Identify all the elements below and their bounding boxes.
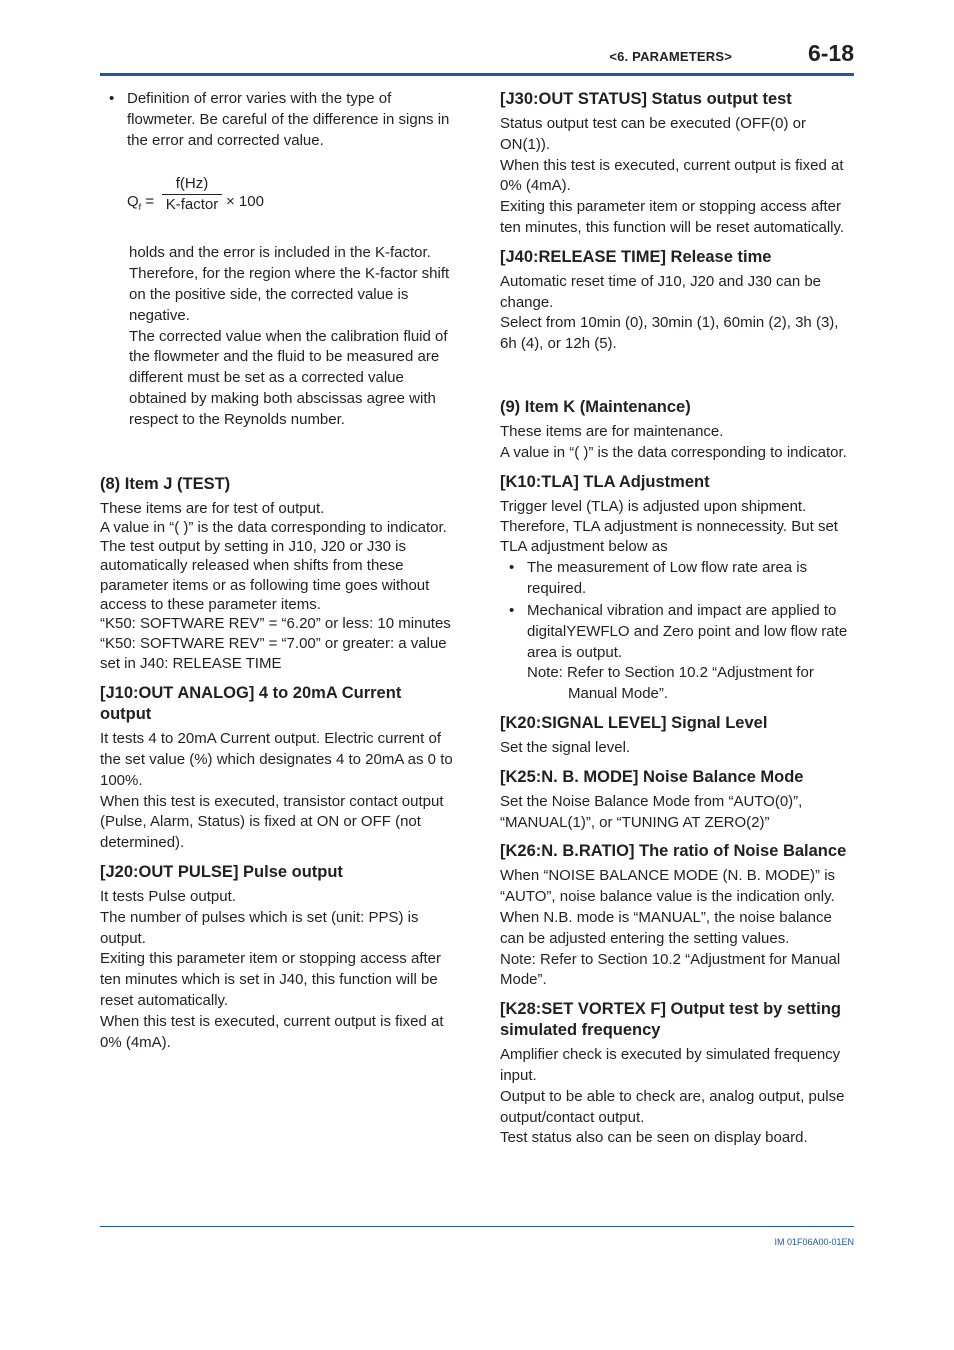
note-continuation: Manual Mode”. <box>568 685 669 703</box>
paragraph: Set the signal level. <box>500 739 631 757</box>
item-k-heading: (9) Item K (Maintenance) <box>500 397 691 416</box>
j10-heading: [J10:OUT ANALOG] 4 to 20mA Current output <box>100 684 402 724</box>
paragraph: Test status also can be seen on display board. <box>500 1129 808 1147</box>
document-id: IM 01F06A00-01EN <box>774 1237 854 1247</box>
k28-heading: [K28:SET VORTEX F] Output test by setting simulated frequency <box>500 1000 842 1040</box>
j40-heading: [J40:RELEASE TIME] Release time <box>500 247 772 266</box>
k26-heading: [K26:N. B.RATIO] The ratio of Noise Balance <box>500 842 847 861</box>
bullet-dot: • <box>509 559 515 577</box>
formula-denominator: K-factor <box>165 196 219 214</box>
paragraph: When this test is executed, current output is fixed at 0% (4mA). <box>100 1012 444 1051</box>
paragraph: Automatic reset time of J10, J20 and J30 can be change. <box>500 272 822 311</box>
k25-heading: [K25:N. B. MODE] Noise Balance Mode <box>500 767 804 786</box>
j20-heading: [J20:OUT PULSE] Pulse output <box>100 863 343 882</box>
section-title: <6. PARAMETERS> <box>609 49 732 64</box>
formula-numerator: f(Hz) <box>175 175 209 193</box>
j20-body <box>100 887 456 1053</box>
bullet-item: • Mechanical vibration and impact are applied to digitalYEWFLO and Zero point and low flow rate area is output. <box>509 602 848 661</box>
paragraph: Exiting this parameter item or stopping access after ten minutes, this function will be reset automatically. <box>500 198 845 236</box>
paragraph: Trigger level (TLA) is adjusted upon shipment. Therefore, TLA adjustment is nonnecessity. But set TLA adjustment below as <box>500 497 838 556</box>
paragraph: Output to be able to check are, analog output, pulse output/contact output. <box>500 1087 845 1126</box>
paragraph: When this test is executed, current output is fixed at 0% (4mA). <box>500 156 844 195</box>
note: Note: Refer to Section 10.2 “Adjustment for <box>527 664 814 682</box>
left-column <box>100 88 456 1053</box>
paragraph: The number of pulses which is set (unit: PPS) is output. <box>100 908 419 947</box>
k10-heading: [K10:TLA] TLA Adjustment <box>500 472 710 491</box>
page-header <box>100 40 854 76</box>
paragraph: It tests Pulse output. <box>100 888 236 906</box>
item-k-body <box>500 422 856 464</box>
paragraph: holds and the error is included in the K-factor. Therefore, for the region where the K-factor shift on the positive side, the corrected value is negative. <box>129 244 450 324</box>
paragraph: These items are for test of output. <box>100 499 325 517</box>
formula-fraction <box>161 174 223 215</box>
paragraph: “K50: SOFTWARE REV” = “6.20” or less: 10 minutes <box>100 615 451 633</box>
paragraph: Status output test can be executed (OFF(0) or ON(1)). <box>500 115 806 153</box>
item-j-body <box>100 499 456 676</box>
formula-multiplier: × 100 <box>226 193 264 211</box>
bullet-dot: • <box>109 90 115 107</box>
item-j-heading: (8) Item J (TEST) <box>100 474 231 493</box>
correction-formula <box>127 174 456 232</box>
paragraph: When this test is executed, transistor contact output (Pulse, Alarm, Status) is fixed at ON or OFF (not determined). <box>100 792 444 852</box>
paragraph: When N.B. mode is “MANUAL”, the noise balance can be adjusted entering the setting values. <box>500 909 832 947</box>
j40-body <box>500 272 856 355</box>
page-footer <box>100 1226 854 1247</box>
j10-body <box>100 729 456 854</box>
paragraph: “K50: SOFTWARE REV” = “7.00” or greater: a value set in J40: RELEASE TIME <box>100 634 447 673</box>
paragraph: Exiting this parameter item or stopping access after ten minutes which is set in J40, this function will be reset automatically. <box>100 950 441 1009</box>
paragraph: Amplifier check is executed by simulated frequency input. <box>500 1046 841 1084</box>
bullet-dot: • <box>509 602 515 620</box>
j30-body <box>500 114 856 239</box>
paragraph: Note: Refer to Section 10.2 “Adjustment for Manual Mode”. <box>500 950 841 989</box>
bullet-intro-text: Definition of error varies with the type of flowmeter. Be careful of the difference in signs in the error and corrected value. <box>127 90 450 149</box>
paragraph: It tests 4 to 20mA Current output. Electric current of the set value (%) which designates 4 to 20mA as 0 to 100%. <box>100 730 453 789</box>
paragraph: These items are for maintenance. <box>500 422 724 440</box>
paragraph: Set the Noise Balance Mode from “AUTO(0)”, “MANUAL(1)”, or “TUNING AT ZERO(2)” <box>500 792 803 831</box>
footer-rule <box>100 1226 854 1227</box>
formula-q: $Q_f$ = <box>127 193 155 213</box>
paragraph: When “NOISE BALANCE MODE (N. B. MODE)” is “AUTO”, noise balance value is the indication only. <box>500 867 836 906</box>
bullet-item: • The measurement of Low flow rate area is required. <box>509 559 808 598</box>
paragraph: Select from 10min (0), 30min (1), 60min (2), 3h (3), 6h (4), or 12h (5). <box>500 314 839 353</box>
j30-heading: [J30:OUT STATUS] Status output test <box>500 90 792 108</box>
right-column <box>500 88 856 1149</box>
paragraph: A value in “( )” is the data corresponding to indicator. <box>500 443 847 461</box>
bullet-item <box>100 89 456 151</box>
header-rule <box>100 73 854 76</box>
paragraph: The corrected value when the calibration fluid of the flowmeter and the fluid to be measured are different must be set as a corrected value obtained by making both abscissas agree with respect to the Reynolds number. <box>129 327 448 428</box>
k20-heading: [K20:SIGNAL LEVEL] Signal Level <box>500 714 768 733</box>
page-number: 6-18 <box>807 40 854 66</box>
k28-body <box>500 1045 856 1149</box>
paragraph: A value in “( )” is the data corresponding to indicator. <box>100 518 447 536</box>
k26-body <box>500 866 856 991</box>
paragraph: The test output by setting in J10, J20 or J30 is automatically released when shifts from these parameter items or as following time goes without access to these parameter items. <box>100 538 430 614</box>
